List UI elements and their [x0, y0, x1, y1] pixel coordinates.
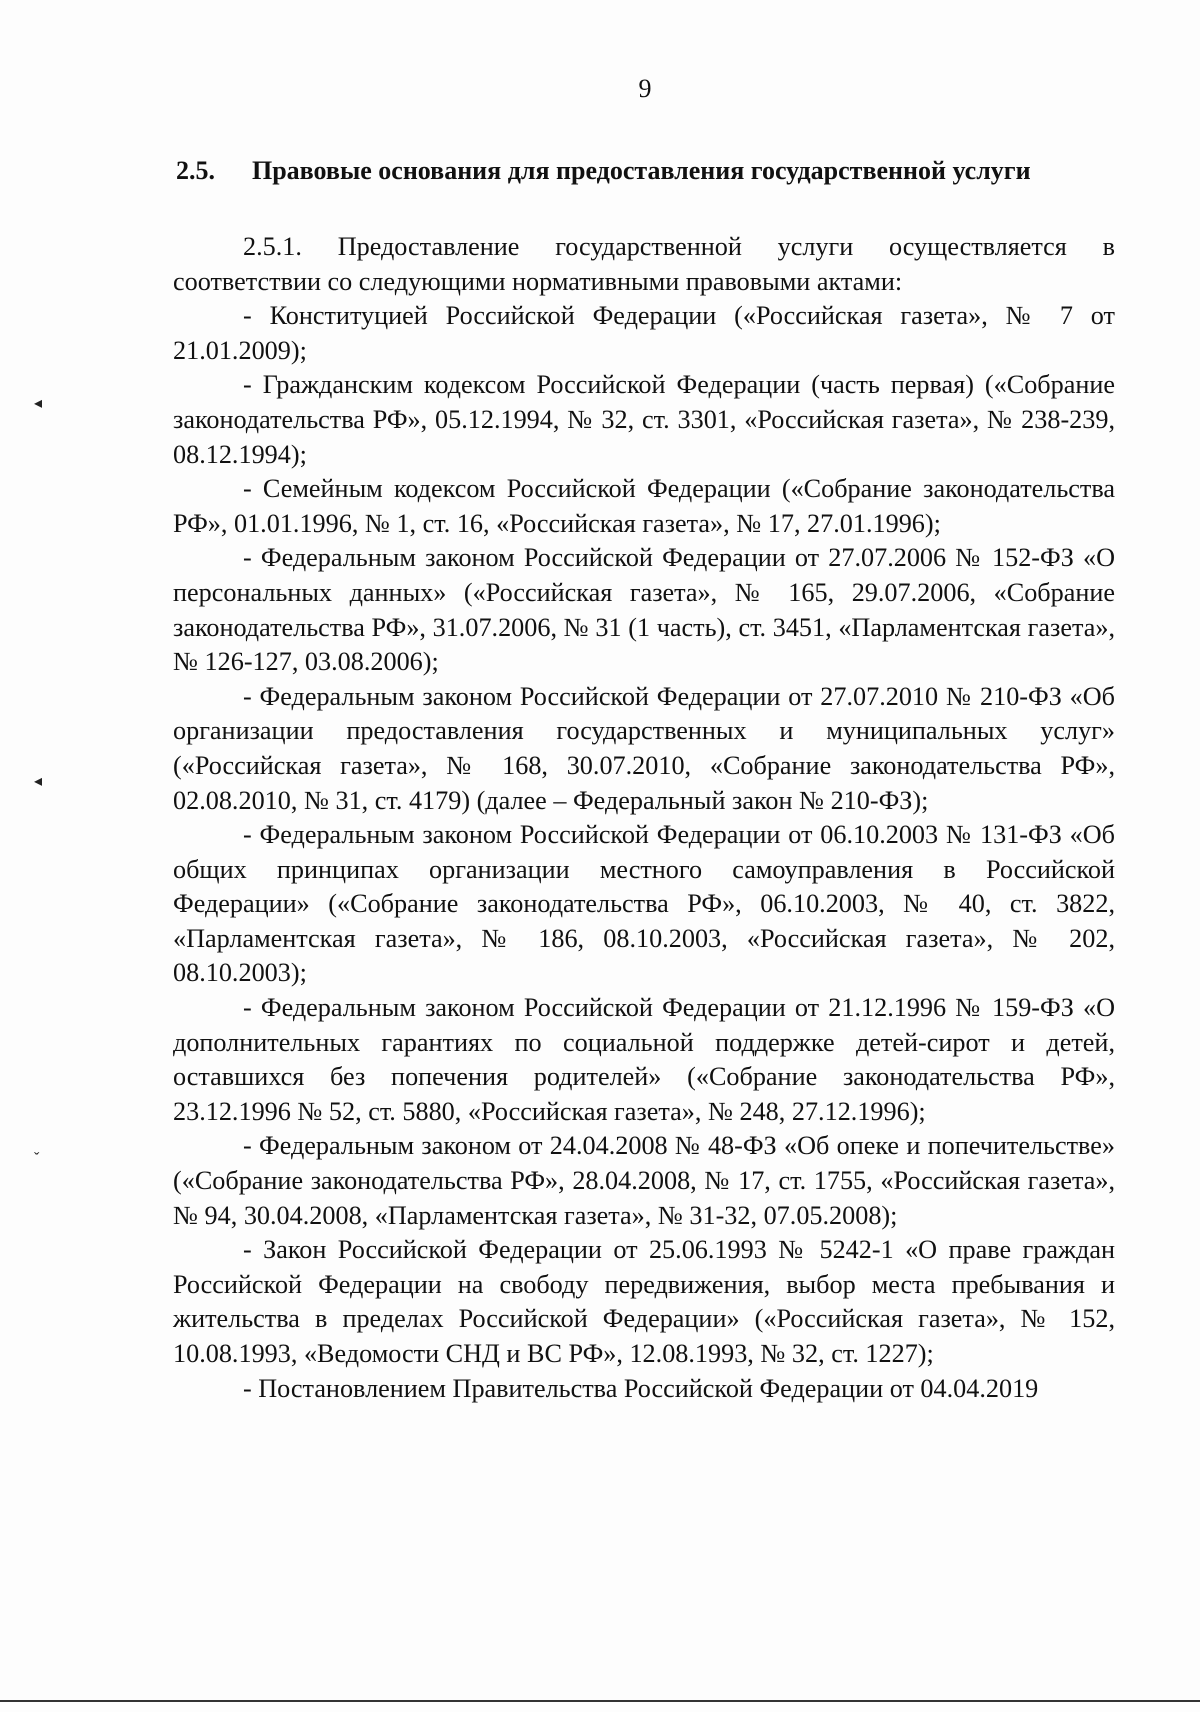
list-item-constitution: - Конституцией Российской Федерации («Российская газета», № 7 от 21.01.2009); [173, 301, 1115, 365]
margin-mark-upper: ◂ [34, 395, 43, 412]
margin-mark-middle: ◂ [34, 773, 43, 790]
section-heading [176, 156, 1116, 186]
list-item-government-decree: - Постановлением Правительства Российской Федерации от 04.04.2019 [243, 1373, 1039, 1403]
list-item-law-210-fz: - Федеральным законом Российской Федерации от 27.07.2010 № 210-ФЗ «Об организации предоставления государственных и муниципальных услуг» («Российская газета», № 168, 30.07.2010, «Собрание законодательства РФ», 02.08.2010, № 31, ст. 4179) (далее – Федеральный закон № 210-ФЗ); [173, 681, 1115, 815]
bottom-edge-line [0, 1700, 1200, 1702]
paragraph-2-5-1: 2.5.1. Предоставление государственной услуги осуществляется в соответствии со следующими нормативными правовыми актами: [173, 232, 1115, 296]
list-item-law-159-fz: - Федеральным законом Российской Федерации от 21.12.1996 № 159-ФЗ «О дополнительных гарантиях по социальной поддержке детей-сирот и детей, оставшихся без попечения родителей» («Собрание законодательства РФ», 23.12.1996 № 52, ст. 5880, «Российская газета», № 248, 27.12.1996); [173, 993, 1115, 1126]
page-number: 9 [638, 74, 652, 103]
document-body [173, 230, 1115, 1406]
list-item-law-131-fz: - Федеральным законом Российской Федерации от 06.10.2003 № 131-ФЗ «Об общих принципах организации местного самоуправления в Российской Федерации» («Собрание законодательства РФ», 06.10.2003, № 40, ст. 3822, «Парламентская газета», № 186, 08.10.2003, «Российская газета», № 202, 08.10.2003); [173, 820, 1115, 988]
list-item-civil-code: - Гражданским кодексом Российской Федерации (часть первая) («Собрание законодательства РФ», 05.12.1994, № 32, ст. 3301, «Российская газета», № 238-239, 08.12.1994); [173, 370, 1115, 469]
list-item-law-48-fz: - Федеральным законом от 24.04.2008 № 48-ФЗ «Об опеке и попечительстве» («Собрание законодательства РФ», 28.04.2008, № 17, ст. 1755, «Российская газета», № 94, 30.04.2008, «Парламентская газета», № 31-32, 07.05.2008); [173, 1131, 1115, 1230]
margin-mark-lower: ˇ [34, 1150, 40, 1167]
list-item-family-code: - Семейным кодексом Российской Федерации («Собрание законодательства РФ», 01.01.1996, № 1, ст. 16, «Российская газета», № 17, 27.01.1996); [173, 474, 1115, 538]
section-number: 2.5. [176, 156, 215, 185]
list-item-law-152-fz: - Федеральным законом Российской Федерации от 27.07.2006 № 152-ФЗ «О персональных данных» («Российская газета», № 165, 29.07.2006, «Собрание законодательства РФ», 31.07.2006, № 31 (1 часть), ст. 3451, «Парламентская газета», № 126-127, 03.08.2006); [173, 543, 1115, 677]
section-title: Правовые основания для предоставления государственной услуги [252, 156, 1031, 185]
list-item-law-5242-1: - Закон Российской Федерации от 25.06.1993 № 5242-1 «О праве граждан Российской Федерации на свободу передвижения, выбор места пребывания и жительства в пределах Российской Федерации» («Российская газета», № 152, 10.08.1993, «Ведомости СНД и ВС РФ», 12.08.1993, № 32, ст. 1227); [173, 1235, 1115, 1368]
